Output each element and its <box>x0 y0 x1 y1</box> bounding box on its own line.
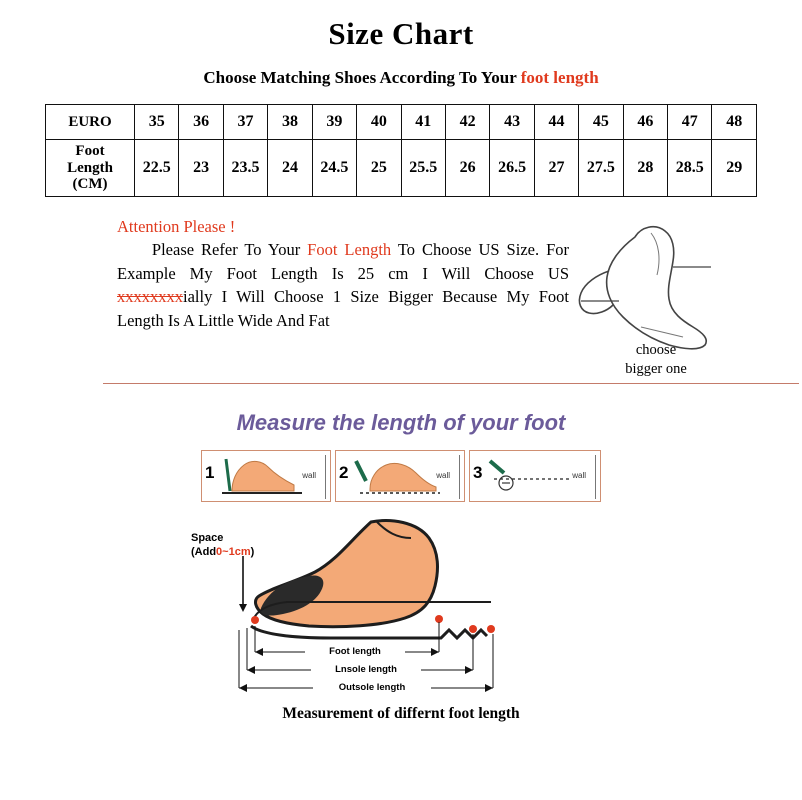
table-cell: 40 <box>357 105 401 140</box>
step-box-3 <box>469 450 601 502</box>
table-cell: 22.5 <box>135 140 179 197</box>
dimension-label-outsole-length: Outsole length <box>313 682 431 693</box>
page-subtitle <box>0 68 802 88</box>
attention-body <box>117 238 569 332</box>
step-number: 3 <box>473 463 483 482</box>
table-cell: 43 <box>490 105 534 140</box>
space-label-prefix: (Add <box>191 545 217 558</box>
table-cell: 29 <box>712 140 757 197</box>
table-cell: 24 <box>268 140 312 197</box>
table-cell: 23.5 <box>223 140 267 197</box>
wall-label: wall <box>572 471 586 480</box>
table-cell: 27 <box>534 140 578 197</box>
attention-text <box>117 215 569 332</box>
table-cell: 35 <box>135 105 179 140</box>
wall-label: wall <box>436 471 450 480</box>
table-cell: 39 <box>312 105 356 140</box>
step-number: 2 <box>339 463 349 482</box>
table-cell: 36 <box>179 105 223 140</box>
row-header-line1: Foot <box>75 142 105 159</box>
table-row-euro <box>46 105 757 140</box>
size-table <box>45 104 757 197</box>
bottom-caption: Measurement of differnt foot length <box>282 705 520 722</box>
choose-bigger-line2: bigger one <box>625 360 687 377</box>
row-header-line3: (CM) <box>72 176 108 193</box>
size-chart-page <box>0 16 802 800</box>
table-cell: 25.5 <box>401 140 445 197</box>
table-cell: 27.5 <box>579 140 623 197</box>
table-cell: 46 <box>623 105 667 140</box>
dimension-label-insole-length: Lnsole length <box>311 664 421 675</box>
attention-part2: To Choose US Size. For Example My Foot Length Is 25 cm I Will Choose US <box>117 240 569 283</box>
wall-label: wall <box>302 471 316 480</box>
table-cell: 37 <box>223 105 267 140</box>
table-cell: 26.5 <box>490 140 534 197</box>
table-cell: 42 <box>445 105 489 140</box>
table-cell: 23 <box>179 140 223 197</box>
heel-outline-icon <box>523 209 753 359</box>
row-header-line2: Length <box>67 159 113 176</box>
attention-highlight: Foot Length <box>307 240 392 260</box>
table-cell: 28 <box>623 140 667 197</box>
table-cell: 48 <box>712 105 757 140</box>
dimension-label-foot-length: Foot length <box>305 646 405 657</box>
choose-bigger-note <box>561 341 751 379</box>
table-cell: 28.5 <box>668 140 712 197</box>
space-label-suffix: ) <box>250 545 255 558</box>
measure-section-title: Measure the length of your foot <box>236 410 566 435</box>
page-title: Size Chart <box>328 16 474 51</box>
space-label-line1: Space <box>191 532 224 544</box>
table-cell: 25 <box>357 140 401 197</box>
attention-part1: Please Refer To Your <box>151 240 308 260</box>
section-divider <box>103 383 799 384</box>
subtitle-accent: foot length <box>520 68 599 87</box>
table-cell: 45 <box>579 105 623 140</box>
step-3-ruler-icon <box>470 451 600 501</box>
attention-heading: Attention Please ! <box>117 217 236 236</box>
step-box-1 <box>201 450 331 502</box>
table-cell: 41 <box>401 105 445 140</box>
step-box-2 <box>335 450 465 502</box>
subtitle-prefix: Choose Matching Shoes According To Your <box>203 68 521 87</box>
row-header-foot-length <box>46 140 135 197</box>
table-cell: 38 <box>268 105 312 140</box>
step-2-foot-icon <box>336 451 464 501</box>
foot-measurement-diagram <box>191 516 611 701</box>
attention-section <box>45 209 757 384</box>
row-header-euro: EURO <box>46 105 135 140</box>
attention-part3: ially I Will Choose 1 Size Bigger Because My Foot Length Is A Little Wide And Fat <box>117 287 569 330</box>
measure-steps <box>201 450 601 508</box>
step-1-foot-icon <box>202 451 330 501</box>
table-cell: 26 <box>445 140 489 197</box>
choose-bigger-line1: choose <box>635 342 677 358</box>
space-label-cm: 0~1cm <box>216 545 251 558</box>
table-cell: 47 <box>668 105 712 140</box>
table-cell: 24.5 <box>312 140 356 197</box>
table-cell: 44 <box>534 105 578 140</box>
step-number: 1 <box>205 463 215 482</box>
table-row-foot-length <box>46 140 757 197</box>
size-table-wrapper <box>45 104 757 197</box>
attention-struck-text: xxxxxxxx <box>117 287 183 307</box>
